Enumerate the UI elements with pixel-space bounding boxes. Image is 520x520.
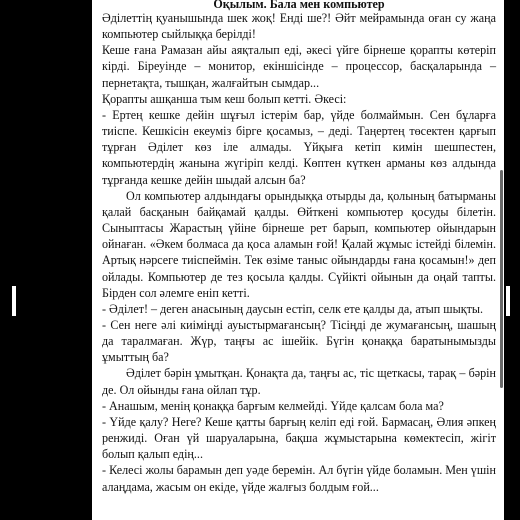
paragraph-3: Қорапты ашқанша тым кеш болып кетті. Әкесі:	[102, 91, 347, 106]
document-title: Оқылым. Бала мен компьютер	[213, 0, 385, 11]
scrollbar-track[interactable]	[504, 0, 520, 520]
page-content	[92, 0, 504, 495]
paragraph-2: Кеше ғана Рамазан айы аяқталып еді, әкесі үйге бірнеше қорапты көтеріп кірді. Біреуінде – монитор, екіншісінде – процессор, басқаларында – пернетақта, тышқан, жалғайтын сымдар...	[102, 43, 496, 90]
paragraph-7: - Сен неге әлі киіміңді ауыстырмағансың? Тісіңді де жумағансың, шашың да таралмаған. Жүр, таңғы ас ішейік. Бүгін қонаққа баратынымызды ұмыттың ба?	[102, 317, 496, 365]
paragraph-9: - Анашым, менің қонаққа барғым келмейді. Үйде қалсам бола ма?	[102, 398, 444, 413]
scrollbar-thumb[interactable]	[500, 170, 503, 388]
paragraph-1: Әділеттің қуанышында шек жоқ! Енді ше?! Әйт мейрамында оған су жаңа компьютер сыйлыққа берілді!	[102, 11, 496, 42]
document-page	[92, 0, 504, 520]
next-page-handle[interactable]	[506, 286, 510, 316]
paragraph-4: - Ертең кешке дейін шұғыл істерім бар, үйде болмаймын. Сен бұларға тиіспе. Кешкісін екеуміз бірге қосамыз, – деді. Таңертең төсектен қарғып тұрған Әділет көз іле алмады. Үйқыға кетіп кимін шешпестен, компьютердің жанына жүгіріп келді. Көптен күткен арманы көз алдында тұрғанда кешке дейін шыдай алсын ба?	[102, 107, 496, 187]
previous-page-handle[interactable]	[12, 286, 16, 316]
paragraph-6: - Әділет! – деген анасының даусын естіп, селк ете қалды да, атып шықты.	[102, 301, 484, 316]
paragraph-8: Әділет бәрін ұмытқан. Қонақта да, таңғы ас, тіс щеткасы, тарақ – бәрін де. Ол ойынды ғана ойлап тұр.	[102, 366, 496, 397]
paragraph-5: Ол компьютер алдындағы орындыққа отырды да, қолының батырманы қалай басқанын байқамай қалды. Өйткені компьютер қосуды білетін. Сыныптасы Жарастың үйіне бірнеше рет барып, компьютер ойындарын ойнаған. «Әкем болмаса да қоса аламын ғой! Қалай жұмыс істейді білемін. Артық нәрсеге тиіспеймін. Тек өзіме таныс ойындарды ғана қосамын!» деп ойлады. Компьютер де тез қосыла қалды. Сүйікті ойынын да оңай тапты. Бірден сол әлемге еніп кетті.	[102, 188, 496, 300]
paragraph-11: - Келесі жолы барамын деп уәде беремін. Ал бүгін үйде боламын. Мен үшін алаңдама, жасым он екіде, үйде жалғыз болдым ғой...	[102, 463, 496, 494]
paragraph-10: - Үйде қалу? Неге? Кеше қатты барғың келіп еді ғой. Бармасаң, Әлия әпкең ренжиді. Оған үй шаруаларына, бақша жұмыстарына көмектесіп, жігіт болып қалып едің...	[102, 414, 496, 462]
